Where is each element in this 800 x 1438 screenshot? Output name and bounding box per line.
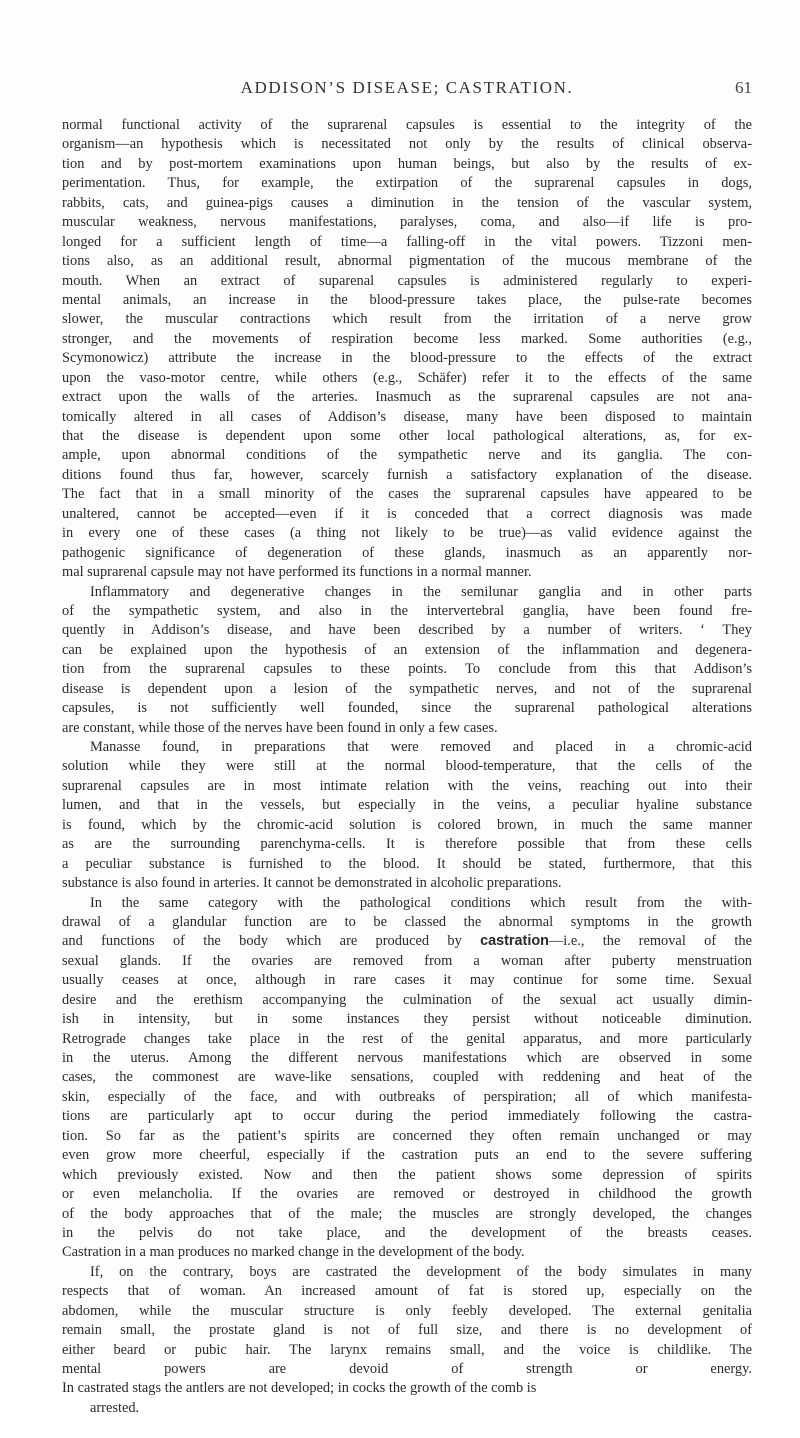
text-line: If, on the contrary, boys are castrated the development of the body simulates in many (90, 1263, 752, 1280)
text-line: in the pelvis do not take place, and the development of the breasts ceases. (62, 1224, 752, 1241)
text-line: lumen, and that in the vessels, but especially in the veins, a peculiar hyaline substance (62, 797, 752, 814)
text-line: abdomen, while the muscular structure is only feebly developed. The external genitalia (62, 1302, 752, 1319)
text-line: slower, the muscular contractions which result from the irritation of a nerve grow (62, 311, 752, 328)
text-line: ish in intensity, but in some instances they persist without noticeable diminution. (62, 1011, 752, 1028)
text-line: tion from the suprarenal capsules to these points. To conclude from this that Addison’s (62, 661, 752, 678)
text-line: tion. So far as the patient’s spirits are concerned they often remain unchanged or may (62, 1127, 752, 1144)
text-line: suprarenal capsules are in most intimate relation with the veins, reaching out into their (62, 777, 752, 794)
body-text (62, 116, 752, 1438)
text-line: In the same category with the pathological conditions which result from the with- (90, 894, 752, 911)
text-line: capsules, is not sufficiently well founded, since the suprarenal pathological alterations (62, 700, 752, 717)
text-line: drawal of a glandular function are to be classed the abnormal symptoms in the growth (62, 913, 752, 930)
text-line: tion and by post-mortem examinations upon human beings, but also by the results of ex- (62, 155, 752, 172)
text-line: mental animals, an increase in the blood-pressure takes place, the pulse-rate becomes (62, 291, 752, 308)
text-line: which previously existed. Now and then the patient shows some depression of spirits (62, 1166, 752, 1183)
text-line: remain small, the prostate gland is not of full size, and there is no development of (62, 1322, 752, 1339)
text-fragment: and functions of the body which are produced by (62, 933, 462, 950)
text-line: disease is dependent upon a lesion of the sympathetic nerves, and not of the suprarenal (62, 680, 752, 697)
text-line: mouth. When an extract of suparenal capsules is administered regularly to experi- (62, 272, 752, 289)
text-line: Inflammatory and degenerative changes in the semilunar ganglia and in other parts (90, 583, 752, 600)
text-line: either beard or pubic hair. The larynx remains small, and the voice is childlike. The (62, 1341, 752, 1358)
text-line: skin, especially of the face, and with outbreaks of perspiration; all of which manifesta- (62, 1088, 752, 1105)
text-line: tomically altered in all cases of Addison’s disease, many have been disposed to maintain (62, 408, 752, 425)
text-line: respects that of woman. An increased amount of fat is stored up, especially on the (62, 1283, 752, 1300)
text-line: upon the vaso-motor centre, while others (e.g., Schäfer) refer it to the effects of the same (62, 369, 752, 386)
text-line: in the uterus. Among the different nervous manifestations which are observed in some (62, 1050, 752, 1066)
text-line: as are the surrounding parenchyma-cells. It is therefore possible that from these cells (62, 836, 752, 853)
text-line: or even melancholia. If the ovaries are removed or destroyed in childhood the growth (62, 1186, 752, 1203)
text-line: usually ceases at once, although in rare cases it may continue for some time. Sexual (62, 972, 752, 989)
text-line: extract upon the walls of the arteries. Inasmuch as the suprarenal capsules are not ana- (62, 389, 752, 406)
text-line: in every one of these cases (a thing not likely to be true)—as valid evidence against the (62, 525, 752, 542)
text-line: that the disease is dependent upon some other local pathological alterations, as, for ex- (62, 428, 752, 444)
text-line: In castrated stags the antlers are not developed; in cocks the growth of the comb is (62, 1380, 537, 1397)
text-line: tions also, as an additional result, abnormal pigmentation of the mucous membrane of the (62, 253, 752, 270)
text-line: cases, the commonest are wave-like sensations, coupled with reddening and heat of the (62, 1069, 752, 1086)
text-line: of the sympathetic system, and also in the intervertebral ganglia, have been found fre- (62, 602, 752, 619)
text-line: mal suprarenal capsule may not have performed its functions in a normal manner. (62, 564, 532, 581)
text-line: Retrograde changes take place in the rest of the genital apparatus, and more particularly (62, 1030, 752, 1047)
text-line: Scymonowicz) attribute the increase in the blood-pressure to the effects of the extract (62, 350, 752, 367)
text-line: tions are particularly apt to occur during the period immediately following the castra- (62, 1108, 752, 1125)
text-line: Castration in a man produces no marked change in the development of the body. (62, 1244, 525, 1261)
text-line: unaltered, cannot be accepted—even if it is conceded that a correct diagnosis was made (62, 505, 752, 522)
text-line: substance is also found in arteries. It cannot be demonstrated in alcoholic preparations. (62, 875, 562, 892)
text-line: pathogenic significance of degeneration of these glands, inasmuch as an apparently nor- (62, 544, 752, 561)
text-line: are constant, while those of the nerves have been found in only a few cases. (62, 719, 498, 736)
text-line: organism—an hypothesis which is necessitated not only by the results of clinical observa- (62, 136, 752, 153)
text-line: solution while they were still at the normal blood-temperature, that the cells of the (62, 758, 752, 775)
text-line: sexual glands. If the ovaries are removed from a woman after puberty menstruation (62, 952, 752, 969)
text-line: stronger, and the movements of respiration become less marked. Some authorities (e.g., (62, 330, 752, 347)
text-line: arrested. (90, 1399, 140, 1416)
text-line (62, 1418, 752, 1437)
text-line: desire and the erethism accompanying the culmination of the sexual act usually dimin- (62, 991, 752, 1008)
text-line-castration (62, 932, 752, 951)
page-number: 61 (735, 78, 752, 97)
text-line: quently in Addison’s disease, and have been described by a number of writers. ‘ They (62, 622, 752, 639)
text-line: is found, which by the chromic-acid solution is colored brown, in much the same manner (62, 816, 752, 833)
text-line: longed for a sufficient length of time—a falling-off in the vital powers. Tizzoni men- (62, 233, 752, 250)
text-line: a peculiar substance is furnished to the blood. It should be stated, furthermore, that this (62, 855, 752, 872)
text-line: rabbits, cats, and guinea-pigs causes a diminution in the tension of the vascular system, (62, 194, 752, 211)
text-line: even grow more cheerful, especially if the castration puts an end to the severe suffering (62, 1147, 752, 1164)
text-line: The fact that in a small minority of the cases the suprarenal capsules have appeared to be (62, 486, 752, 503)
text-line: perimentation. Thus, for example, the extirpation of the suprarenal capsules in dogs, (62, 175, 752, 192)
emphasized-term: castration (480, 933, 549, 950)
text-line: muscular weakness, nervous manifestations, paralyses, coma, and also—if life is pro- (62, 214, 752, 231)
running-title: ADDISON’S DISEASE; CASTRATION. (240, 78, 574, 97)
text-line: normal functional activity of the suprarenal capsules is essential to the integrity of the (62, 117, 752, 133)
text-line: can be explained upon the hypothesis of an extension of the inflammation and degenera- (62, 641, 752, 658)
text-line: ample, upon abnormal conditions of the sympathetic nerve and its ganglia. The con- (62, 447, 752, 464)
text-line: of the body approaches that of the male; the muscles are strongly developed, the changes (62, 1205, 752, 1222)
text-line: Manasse found, in preparations that were removed and placed in a chromic-acid (90, 739, 752, 755)
text-line: ditions found thus far, however, scarcely furnish a satisfactory explanation of the disease. (62, 466, 752, 483)
text-line: mental powers are devoid of strength or energy. (62, 1361, 752, 1377)
running-head (62, 78, 752, 106)
text-fragment: —i.e., the removal of the (548, 933, 752, 950)
